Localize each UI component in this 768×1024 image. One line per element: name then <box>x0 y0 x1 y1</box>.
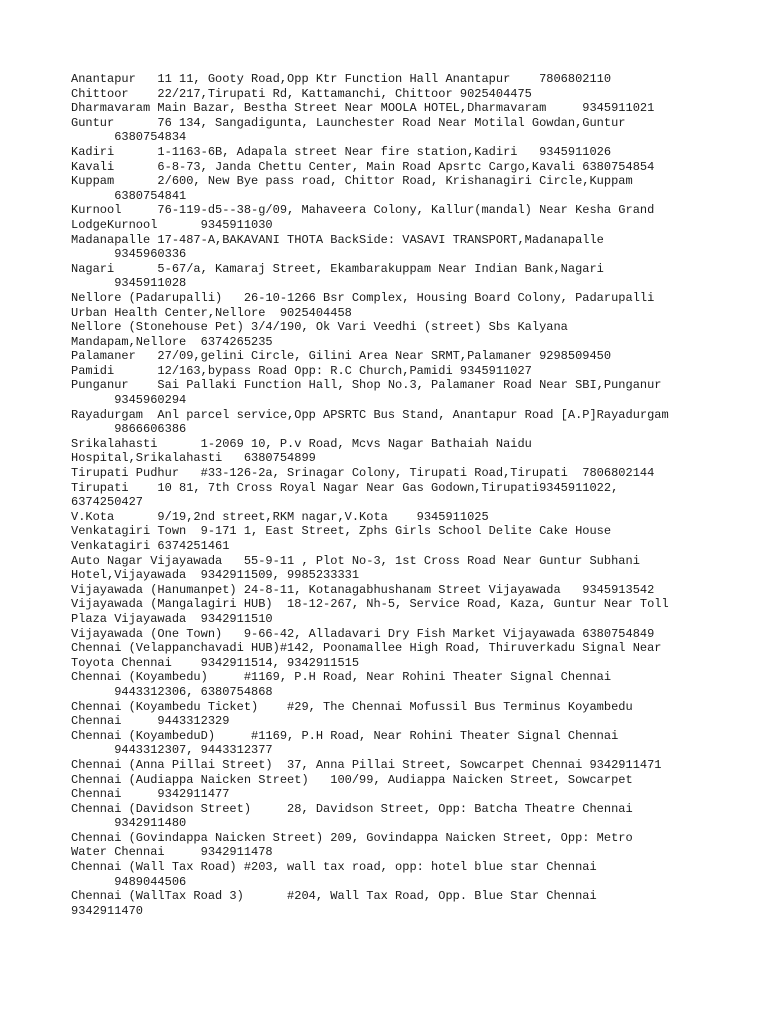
text-line: Kavali 6-8-73, Janda Chettu Center, Main Road Apsrtc Cargo,Kavali 6380754854 <box>71 159 655 174</box>
text-line: Venkatagiri Town 9-171 1, East Street, Zphs Girls School Delite Cake House <box>71 524 612 539</box>
text-line: Plaza Vijayawada 9342911510 <box>71 611 273 626</box>
text-line: Chennai (Anna Pillai Street) 37, Anna Pillai Street, Sowcarpet Chennai 9342911471 <box>71 757 662 772</box>
text-line: Madanapalle 17-487-A,BAKAVANI THOTA BackSide: VASAVI TRANSPORT,Madanapalle <box>71 232 604 247</box>
text-line: Nellore (Stonehouse Pet) 3/4/190, Ok Vari Veedhi (street) Sbs Kalyana <box>71 320 568 335</box>
text-line: Punganur Sai Pallaki Function Hall, Shop No.3, Palamaner Road Near SBI,Punganur <box>71 378 662 393</box>
text-line: Chennai 9342911477 <box>71 787 230 802</box>
text-line: Dharmavaram Main Bazar, Bestha Street Near MOOLA HOTEL,Dharmavaram 9345911021 <box>71 101 655 116</box>
text-line: Srikalahasti 1-2069 10, P.v Road, Mcvs Nagar Bathaiah Naidu <box>71 436 532 451</box>
text-line: Chennai (KoyambeduD) #1169, P.H Road, Near Rohini Theater Signal Chennai <box>71 728 619 743</box>
text-line: Nellore (Padarupalli) 26-10-1266 Bsr Complex, Housing Board Colony, Padarupalli <box>71 290 655 305</box>
text-line: Chennai 9443312329 <box>71 714 230 729</box>
text-line: Pamidi 12/163,bypass Road Opp: R.C Church,Pamidi 9345911027 <box>71 363 532 378</box>
text-line: Chennai (WallTax Road 3) #204, Wall Tax Road, Opp. Blue Star Chennai <box>71 889 597 904</box>
text-line: 9345911028 <box>71 276 187 291</box>
text-line: Chennai (Koyambedu) #1169, P.H Road, Near Rohini Theater Signal Chennai <box>71 670 612 685</box>
text-line: Auto Nagar Vijayawada 55-9-11 , Plot No-3, 1st Cross Road Near Guntur Subhani <box>71 553 640 568</box>
address-document <box>71 72 761 918</box>
text-line: Anantapur 11 11, Gooty Road,Opp Ktr Function Hall Anantapur 7806802110 <box>71 72 612 86</box>
text-line: Chennai (Koyambedu Ticket) #29, The Chennai Mofussil Bus Terminus Koyambedu <box>71 699 633 714</box>
text-line: Vijayawada (Hanumanpet) 24-8-11, Kotanagabhushanam Street Vijayawada 9345913542 <box>71 582 655 597</box>
text-line: Hotel,Vijayawada 9342911509, 9985233331 <box>71 568 360 583</box>
text-line: Tirupati Pudhur #33-126-2a, Srinagar Colony, Tirupati Road,Tirupati 7806802144 <box>71 466 655 481</box>
text-line: Mandapam,Nellore 6374265235 <box>71 334 273 349</box>
text-line: Tirupati 10 81, 7th Cross Royal Nagar Near Gas Godown,Tirupati9345911022, <box>71 480 619 495</box>
text-line: Guntur 76 134, Sangadigunta, Launchester Road Near Motilal Gowdan,Guntur <box>71 115 626 130</box>
text-line: V.Kota 9/19,2nd street,RKM nagar,V.Kota 9345911025 <box>71 509 489 524</box>
text-line: 9345960336 <box>71 247 187 262</box>
text-line: Nagari 5-67/a, Kamaraj Street, Ekambarakuppam Near Indian Bank,Nagari <box>71 261 604 276</box>
text-line: Toyota Chennai 9342911514, 9342911515 <box>71 655 360 670</box>
text-line: Kurnool 76-119-d5--38-g/09, Mahaveera Colony, Kallur(mandal) Near Kesha Grand <box>71 203 655 218</box>
text-line: Palamaner 27/09,gelini Circle, Gilini Area Near SRMT,Palamaner 9298509450 <box>71 349 612 364</box>
text-line: 9345960294 <box>71 393 187 408</box>
text-line: 9489044506 <box>71 874 187 889</box>
text-line: 6374250427 <box>71 495 144 510</box>
text-line: 6380754841 <box>71 188 187 203</box>
text-line: Chennai (Audiappa Naicken Street) 100/99, Audiappa Naicken Street, Sowcarpet <box>71 772 633 787</box>
text-line: 9443312306, 6380754868 <box>71 684 273 699</box>
text-line: 9866606386 <box>71 422 187 437</box>
text-line: Rayadurgam Anl parcel service,Opp APSRTC Bus Stand, Anantapur Road [A.P]Rayadurgam <box>71 407 669 422</box>
text-line: 6380754834 <box>71 130 187 145</box>
text-line: Urban Health Center,Nellore 9025404458 <box>71 305 352 320</box>
text-line: 9342911480 <box>71 816 187 831</box>
text-line: Chennai (Govindappa Naicken Street) 209, Govindappa Naicken Street, Opp: Metro <box>71 830 633 845</box>
text-line: Kuppam 2/600, New Bye pass road, Chittor Road, Krishanagiri Circle,Kuppam <box>71 174 633 189</box>
text-line: LodgeKurnool 9345911030 <box>71 217 273 232</box>
text-line: 9342911470 <box>71 903 144 918</box>
text-line: Chittoor 22/217,Tirupati Rd, Kattamanchi, Chittoor 9025404475 <box>71 86 532 101</box>
text-line: Chennai (Davidson Street) 28, Davidson Street, Opp: Batcha Theatre Chennai <box>71 801 633 816</box>
text-line: Venkatagiri 6374251461 <box>71 539 230 553</box>
text-line: Vijayawada (Mangalagiri HUB) 18-12-267, Nh-5, Service Road, Kaza, Guntur Near Toll <box>71 597 669 612</box>
text-line: 9443312307, 9443312377 <box>71 743 273 758</box>
text-line: Hospital,Srikalahasti 6380754899 <box>71 451 316 466</box>
text-line: Chennai (Wall Tax Road) #203, wall tax road, opp: hotel blue star Chennai <box>71 860 597 875</box>
text-line: Kadiri 1-1163-6B, Adapala street Near fire station,Kadiri 9345911026 <box>71 144 612 159</box>
text-line: Water Chennai 9342911478 <box>71 845 273 860</box>
text-line: Chennai (Velappanchavadi HUB)#142, Poonamallee High Road, Thiruverkadu Signal Near <box>71 641 662 656</box>
text-line: Vijayawada (One Town) 9-66-42, Alladavari Dry Fish Market Vijayawada 6380754849 <box>71 626 655 641</box>
